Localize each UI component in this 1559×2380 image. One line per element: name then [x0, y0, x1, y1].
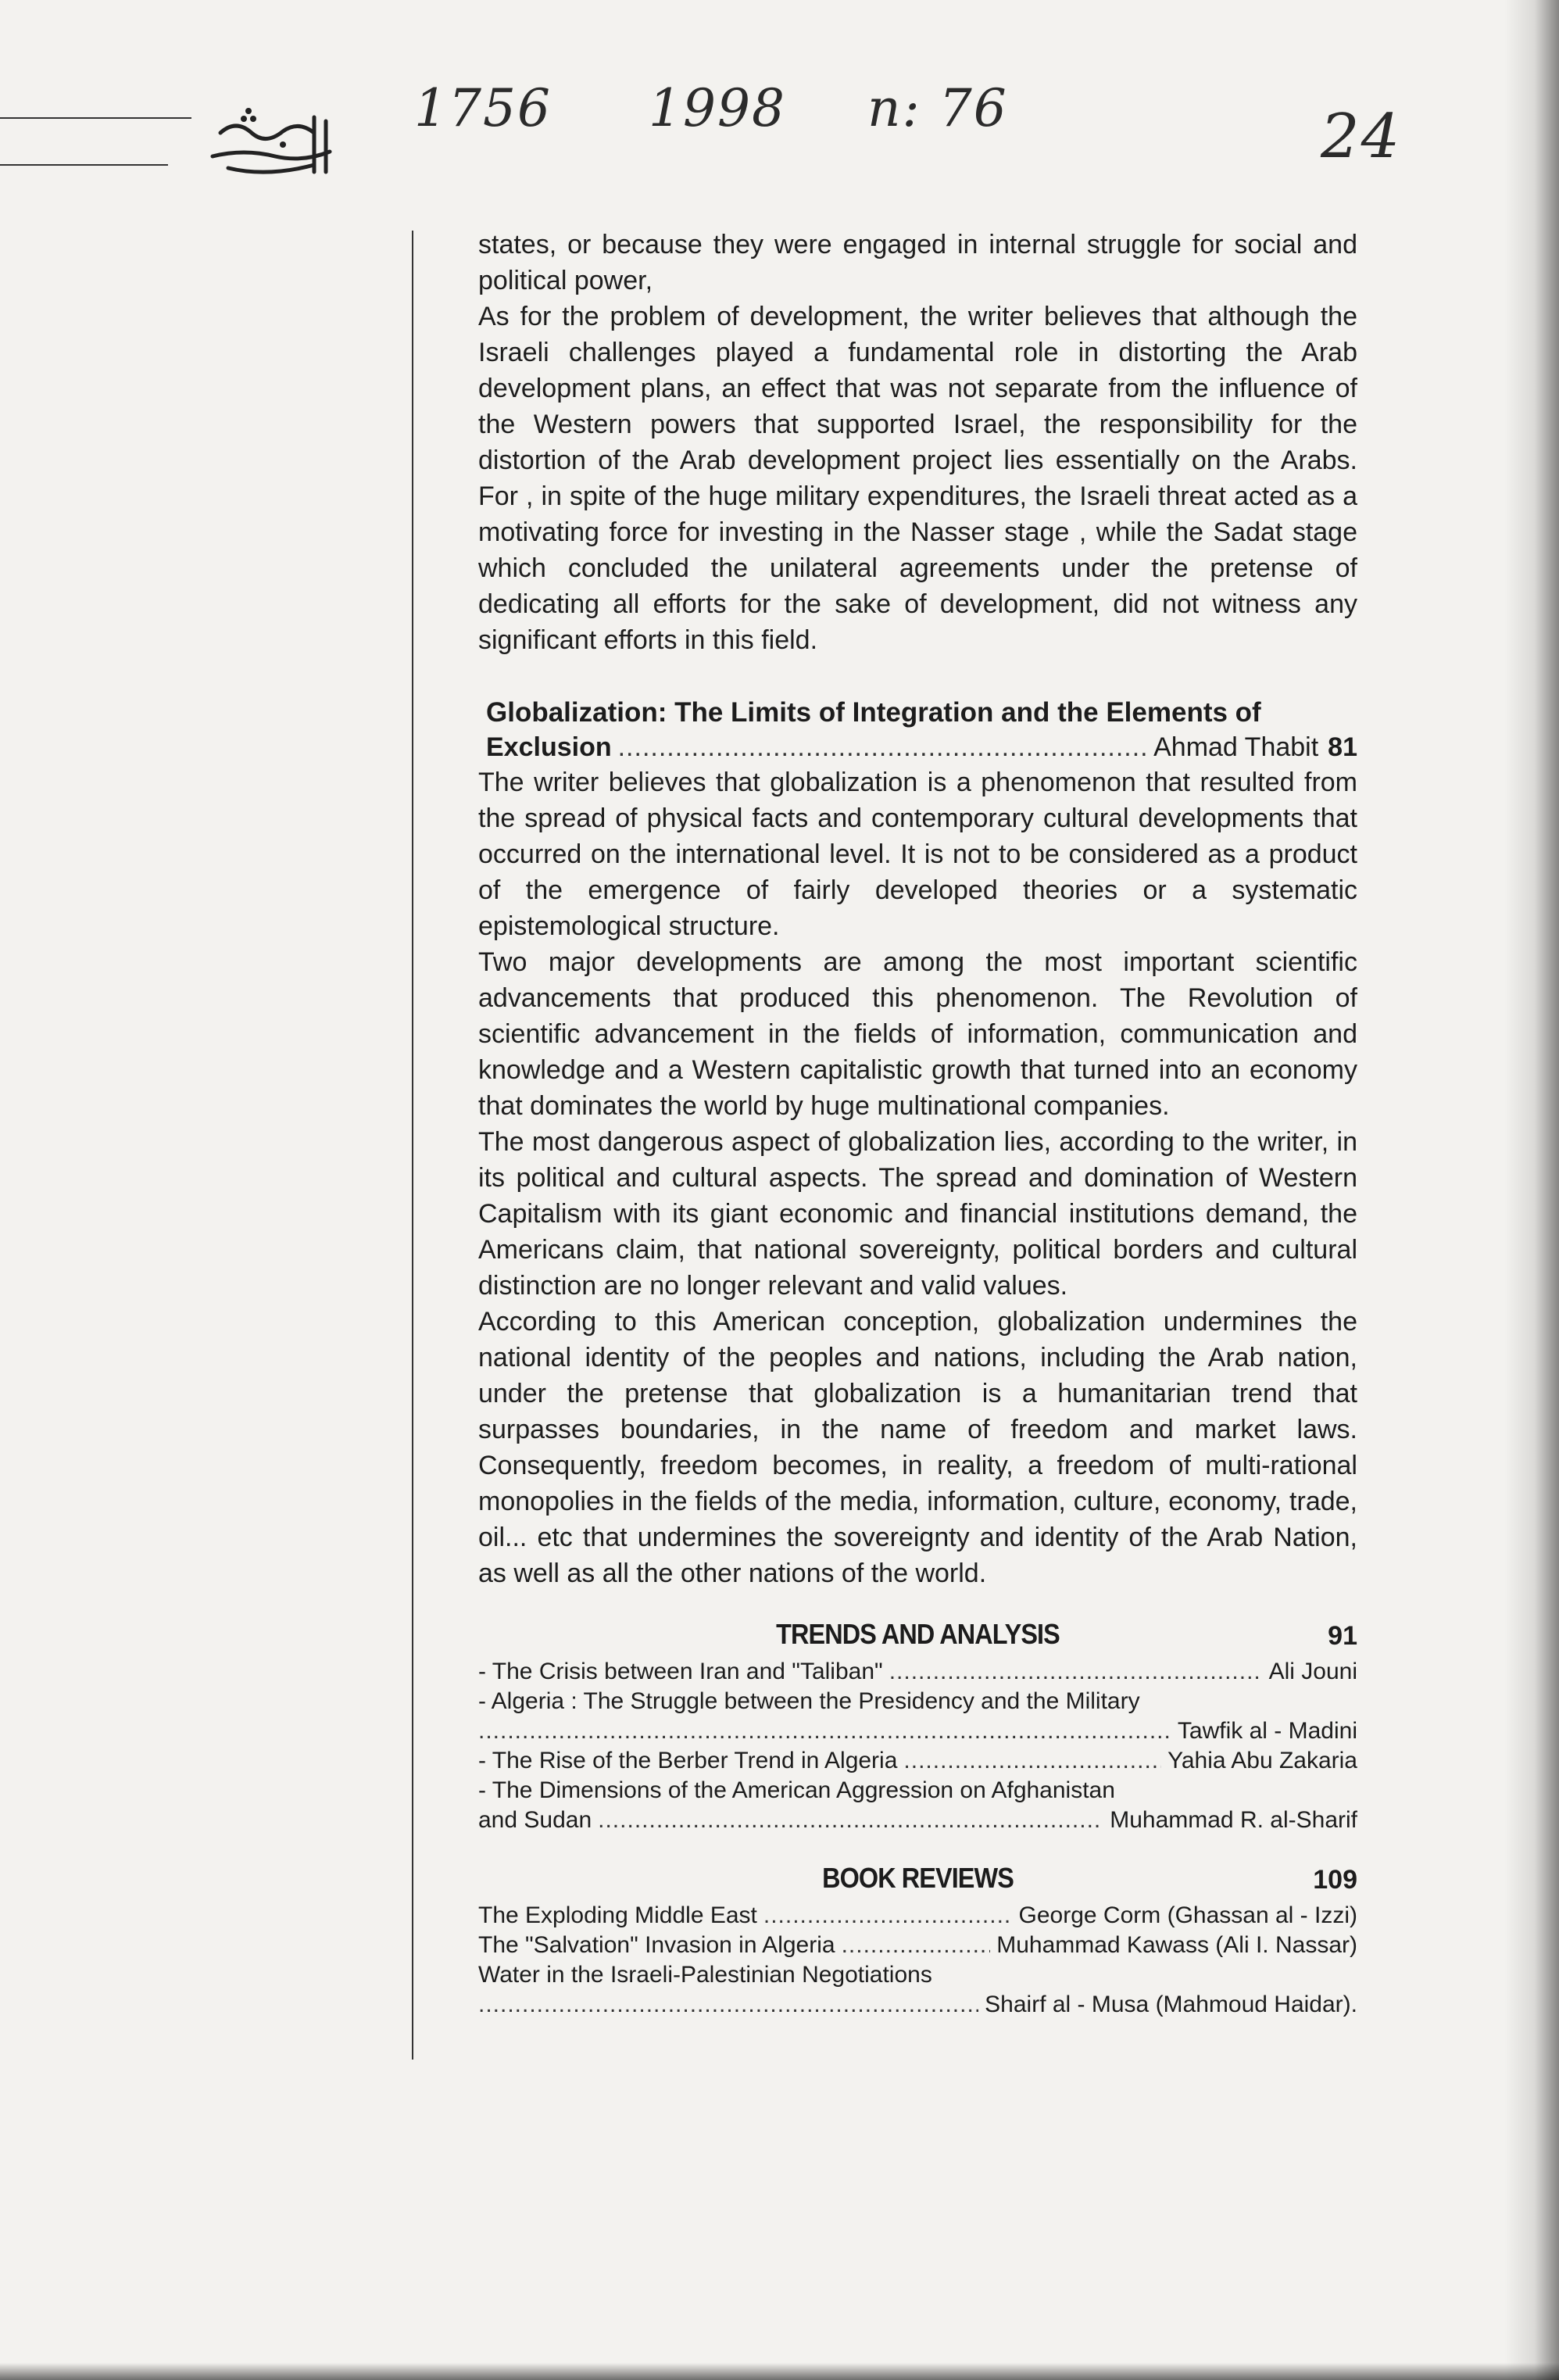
- toc-author: Tawfik al - Madini: [1177, 1718, 1357, 1744]
- review-entry-cont: [478, 1990, 1357, 2020]
- page-content: [478, 227, 1357, 2020]
- page-bottom-edge: [0, 2363, 1559, 2380]
- leader-dots: [903, 1746, 1161, 1776]
- review-title: The Exploding Middle East: [478, 1902, 757, 1928]
- header-rule-top: [0, 117, 191, 119]
- toc-title-cont: and Sudan: [478, 1807, 592, 1833]
- section-page-number: 109: [1313, 1865, 1357, 1895]
- leader-dots: [598, 1806, 1103, 1835]
- article-page: 81: [1328, 732, 1357, 762]
- leader-dots: [763, 1901, 1013, 1931]
- section-heading-book-reviews: [478, 1862, 1357, 1901]
- leader-dots: [889, 1657, 1263, 1687]
- article-title-cont: Exclusion: [486, 732, 612, 762]
- section-page-number: 91: [1328, 1621, 1357, 1651]
- handwritten-note: 1998: [649, 78, 786, 138]
- section-title: TRENDS AND ANALYSIS: [776, 1618, 1060, 1650]
- article-byline: [486, 730, 1357, 764]
- page-edge-shadow: [1504, 0, 1559, 2380]
- toc-author: Muhammad R. al-Sharif: [1110, 1807, 1357, 1833]
- toc-title: - The Crisis between Iran and "Taliban": [478, 1659, 883, 1684]
- review-entry: [478, 1931, 1357, 1960]
- handwritten-note: n: 76: [867, 78, 1008, 138]
- toc-title: - The Rise of the Berber Trend in Algeria: [478, 1748, 898, 1773]
- article-title: Globalization: The Limits of Integration and the Elements of: [486, 697, 1261, 728]
- handwritten-note: 1756: [414, 78, 552, 138]
- paragraph: Two major developments are among the most important scientific advancements that produced this phenomenon. The Revolution of scientific advancement in the fields of information, communication and knowledge and a Western capitalistic growth that turned into an economy that dominates the world by huge multinational companies.: [478, 947, 1357, 1121]
- toc-author: Yahia Abu Zakaria: [1167, 1748, 1357, 1773]
- toc-entry: [478, 1687, 1357, 1716]
- toc-author: Ali Jouni: [1268, 1659, 1357, 1684]
- toc-entry: [478, 1746, 1357, 1776]
- toc-entry-cont: [478, 1716, 1357, 1746]
- review-author: George Corm (Ghassan al - Izzi): [1018, 1902, 1357, 1928]
- handwritten-page-number: 24: [1321, 102, 1402, 172]
- toc-title: - Algeria : The Struggle between the Presidency and the Military: [478, 1688, 1140, 1714]
- toc-title: - The Dimensions of the American Aggression on Afghanistan: [478, 1777, 1115, 1803]
- leader-dots: [842, 1931, 991, 1960]
- article-author: Ahmad Thabit: [1153, 732, 1319, 762]
- paragraph: The writer believes that globalization is a phenomenon that resulted from the spread of physical facts and contemporary cultural developments that occurred on the international level. It is not to be considered as a product of the emergence of fairly developed theories or a systematic epistemological structure.: [478, 768, 1357, 941]
- toc-entry: [478, 1657, 1357, 1687]
- section-heading-trends: [478, 1618, 1357, 1657]
- paragraph: states, or because they were engaged in internal struggle for social and political power,: [478, 230, 1357, 295]
- review-title: The "Salvation" Invasion in Algeria: [478, 1932, 835, 1958]
- header-rule-bottom: [0, 164, 168, 166]
- review-author: Muhammad Kawass (Ali I. Nassar): [996, 1932, 1357, 1958]
- leader-dots: [478, 1716, 1171, 1746]
- review-author: Shairf al - Musa (Mahmoud Haidar).: [985, 1992, 1357, 2017]
- review-entry: [478, 1901, 1357, 1931]
- leader-dots: [618, 730, 1148, 764]
- review-title: Water in the Israeli-Palestinian Negotiations: [478, 1962, 932, 1988]
- column-rule: [412, 231, 413, 2060]
- leader-dots: [478, 1990, 978, 2020]
- toc-entry: [478, 1776, 1357, 1806]
- paragraph: As for the problem of development, the writer believes that although the Israeli challenges played a fundamental role in distorting the Arab development plans, an effect that was not separate from the influence of the Western powers that supported Israel, the responsibility for the distortion of the Arab development project lies essentially on the Arabs. For , in spite of the huge military expenditures, the Israeli threat acted as a motivating force for investing in the Nasser stage , while the Sadat stage which concluded the unilateral agreements under the pretense of dedicating all efforts for the sake of development, did not witness any significant efforts in this field.: [478, 302, 1357, 655]
- journal-logo: [197, 102, 345, 180]
- review-entry: [478, 1960, 1357, 1990]
- paragraph: The most dangerous aspect of globalization lies, according to the writer, in its political and cultural aspects. The spread and domination of Western Capitalism with its giant economic and financial institutions demand, the Americans claim, that national sovereignty, political borders and cultural distinction are no longer relevant and valid values.: [478, 1127, 1357, 1301]
- paragraph: According to this American conception, globalization undermines the national identity of the peoples and nations, including the Arab nation, under the pretense that globalization is a humanitarian trend that surpasses boundaries, in the name of freedom and market laws. Consequently, freedom becomes, in reality, a freedom of multi-rational monopolies in the fields of the media, information, culture, economy, trade, oil... etc that undermines the sovereignty and identity of the Arab Nation, as well as all the other nations of the world.: [478, 1307, 1357, 1588]
- toc-entry-cont: [478, 1806, 1357, 1835]
- section-title: BOOK REVIEWS: [822, 1862, 1014, 1894]
